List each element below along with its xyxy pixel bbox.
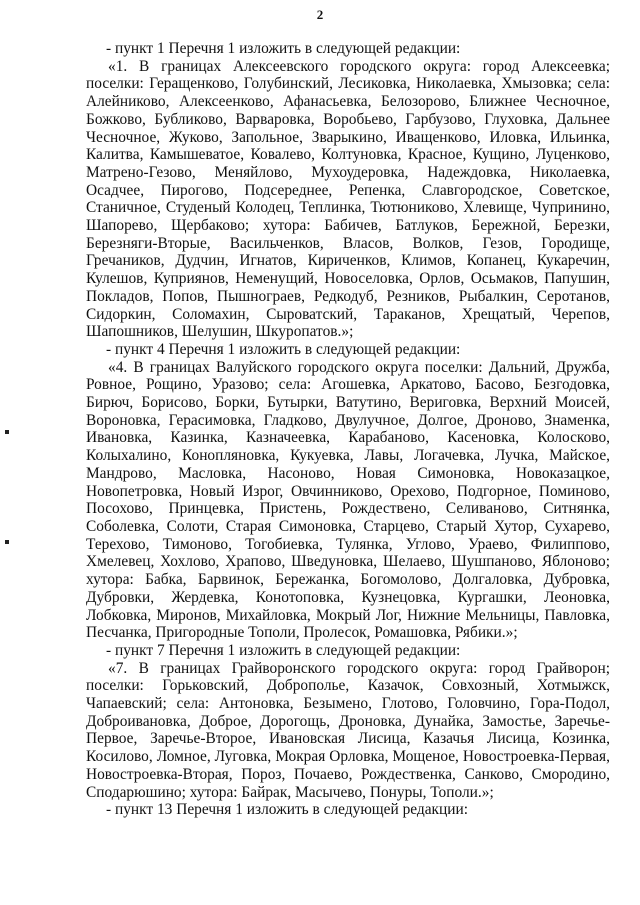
scan-edge-mark <box>5 540 9 544</box>
quoted-paragraph-7: «7. В границах Грайворонского городского округа: город Грайворон; поселки: Горьковский, Доброполье, Казачок, Совхозный, Хотмыжск, Чапаевский; села: Антоновка, Безымено, Глотово, Головчино, Гора-Подол, Доброивановка, Доброе, Дорогощь, Дроновка, Дунайка, Замостье, Заречье-Первое, Заречье-Второе, Ивановская Лисица, Казачья Лисица, Козинка, Косилово, Ломное, Луговка, Мокрая Орловка, Мощеное, Новостроевка-Первая, Новостроевка-Вторая, Пороз, Почаево, Рождественка, Санково, Смородино, Сподарюшино; хутора: Байрак, Масычево, Понуры, Тополи.»; <box>86 659 610 801</box>
instruction-item-4: - пункт 4 Перечня 1 изложить в следующей редакции: <box>106 340 461 358</box>
document-body <box>86 40 610 819</box>
scan-edge-mark <box>5 430 9 434</box>
quoted-paragraph-1: «1. В границах Алексеевского городского округа: город Алексеевка; поселки: Геращенково, Голубинский, Лесиковка, Николаевка, Хмызовка; села: Алейниково, Алексеенково, Афанасьевка, Белозорово, Ближнее Чесночное, Божково, Бубликово, Варваровка, Воробьево, Гарбузово, Глуховка, Дальнее Чесночное, Жуково, Запольное, Зварыкино, Иващенково, Иловка, Ильинка, Калитва, Камышеватое, Ковалево, Колтуновка, Красное, Кущино, Луценково, Матрено-Гезово, Меняйлово, Мухоудеровка, Надеждовка, Николаевка, Осадчее, Пирогово, Подсереднее, Репенка, Славгородское, Советское, Станичное, Студеный Колодец, Теплинка, Тютюниково, Хлевище, Чупринино, Шапорево, Щербаково; хутора: Бабичев, Батлуков, Бережной, Березки, Березняги-Вторые, Васильченков, Власов, Волков, Гезов, Городище, Гречаников, Дудчин, Игнатов, Кириченков, Климов, Копанец, Кукаречин, Кулешов, Куприянов, Неменущий, Новоселовка, Орлов, Осьмаков, Папушин, Покладов, Попов, Пышнограев, Редкодуб, Резников, Рыбалкин, Серотанов, Сидоркин, Соломахин, Сыроватский, Тараканов, Хрещатый, Черепов, Шапошников, Шелушин, Шкуропатов.»; <box>86 57 610 341</box>
instruction-item-1: - пункт 1 Перечня 1 изложить в следующей редакции: <box>106 40 461 57</box>
instruction-item-13: - пункт 13 Перечня 1 изложить в следующей редакции: <box>106 801 469 819</box>
instruction-item-7: - пункт 7 Перечня 1 изложить в следующей редакции: <box>106 641 461 659</box>
quoted-paragraph-4: «4. В границах Валуйского городского округа поселки: Дальний, Дружба, Ровное, Рощино, Уразово; села: Агошевка, Аркатово, Басово, Безгодовка, Бирюч, Борисово, Борки, Бутырки, Ватутино, Вериговка, Верхний Моисей, Вороновка, Герасимовка, Гладково, Двулучное, Долгое, Дроново, Знаменка, Ивановка, Казинка, Казначеевка, Карабаново, Касеновка, Колосково, Колыхалино, Конопляновка, Кукуевка, Лавы, Логачевка, Лучка, Майское, Мандрово, Масловка, Насоново, Новая Симоновка, Новоказацкое, Новопетровка, Новый Изрог, Овчинниково, Орехово, Подгорное, Поминово, Посохово, Принцевка, Пристень, Рождествено, Селиваново, Ситнянка, Соболевка, Солоти, Старая Симоновка, Старцево, Старый Хутор, Сухарево, Терехово, Тимоново, Тогобиевка, Тулянка, Углово, Ураево, Филиппово, Хмелевец, Хохлово, Храпово, Шведуновка, Шелаево, Шушпаново, Яблоново; хутора: Бабка, Барвинок, Бережанка, Богомолово, Долгаловка, Дубровка, Дубровки, Жердевка, Конотоповка, Кузнецовка, Кургашки, Леоновка, Лобковка, Миронов, Михайловка, Мокрый Лог, Нижние Мельницы, Павловка, Песчанка, Пригородные Тополи, Пролесок, Ромашовка, Рябики.»; <box>86 358 610 642</box>
page-number: 2 <box>316 7 324 22</box>
